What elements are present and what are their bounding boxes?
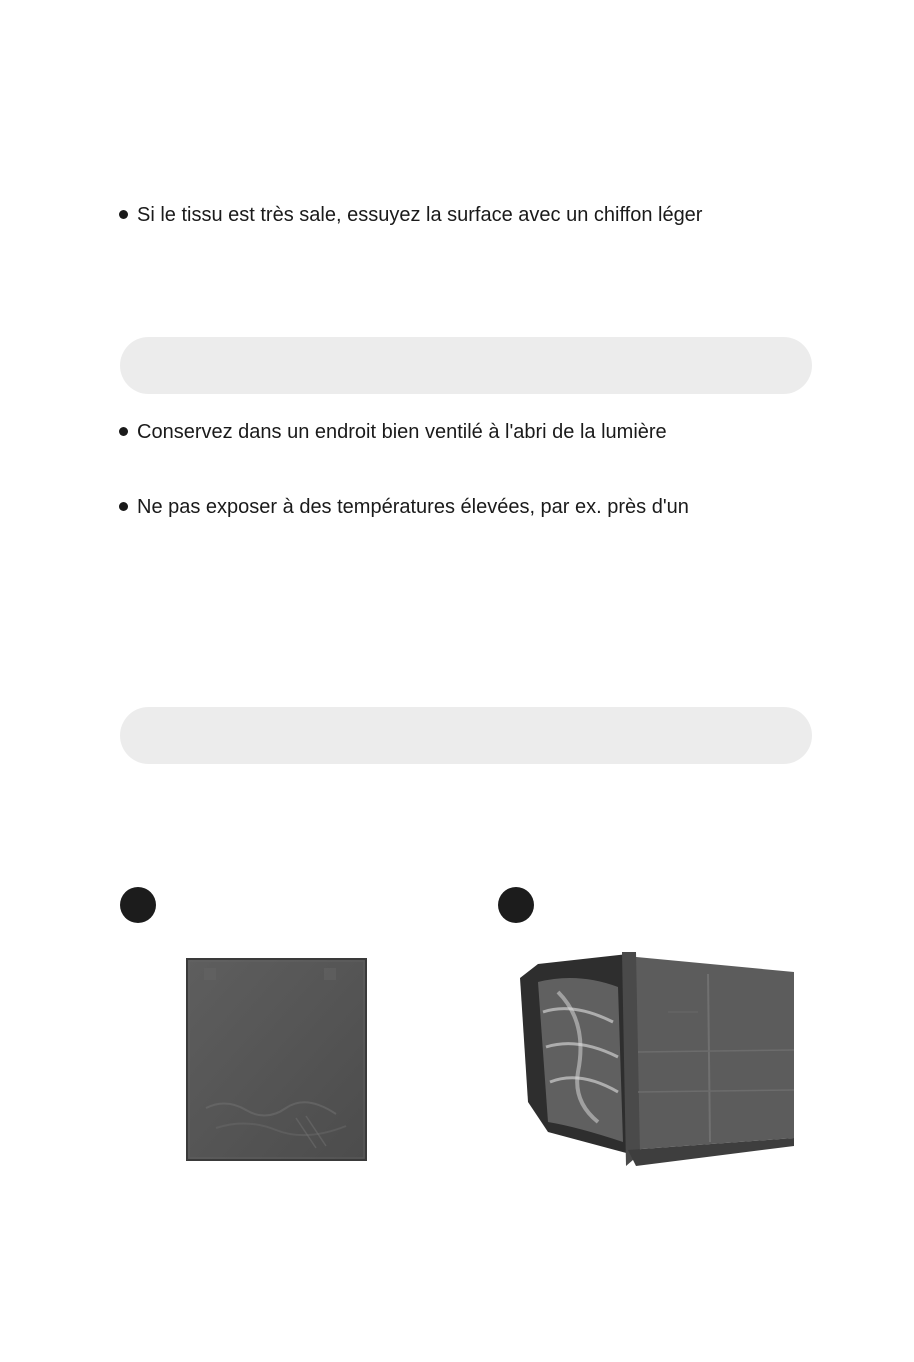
- storage-tip-heat: [119, 495, 689, 519]
- bullet-dot-icon: [119, 427, 128, 436]
- section-header-band-storage: [120, 337, 812, 394]
- flat-packed-board-photo: [186, 958, 368, 1162]
- open-cardboard-box-photo: [518, 952, 794, 1172]
- bullet-dot-icon: [119, 502, 128, 511]
- storage-tip-heat-text: Ne pas exposer à des températures élevées, par ex. près d'un: [137, 496, 689, 518]
- bullet-dot-icon: [119, 210, 128, 219]
- storage-tip-ventilation-text: Conservez dans un endroit bien ventilé à l'abri de la lumière: [137, 421, 667, 443]
- cleaning-tip-text: Si le tissu est très sale, essuyez la surface avec un chiffon léger: [137, 204, 703, 226]
- cleaning-tip: [119, 203, 702, 227]
- step-2-marker: [498, 887, 534, 923]
- storage-tip-ventilation: [119, 420, 667, 444]
- section-header-band-unpacking: [120, 707, 812, 764]
- step-1-marker: [120, 887, 156, 923]
